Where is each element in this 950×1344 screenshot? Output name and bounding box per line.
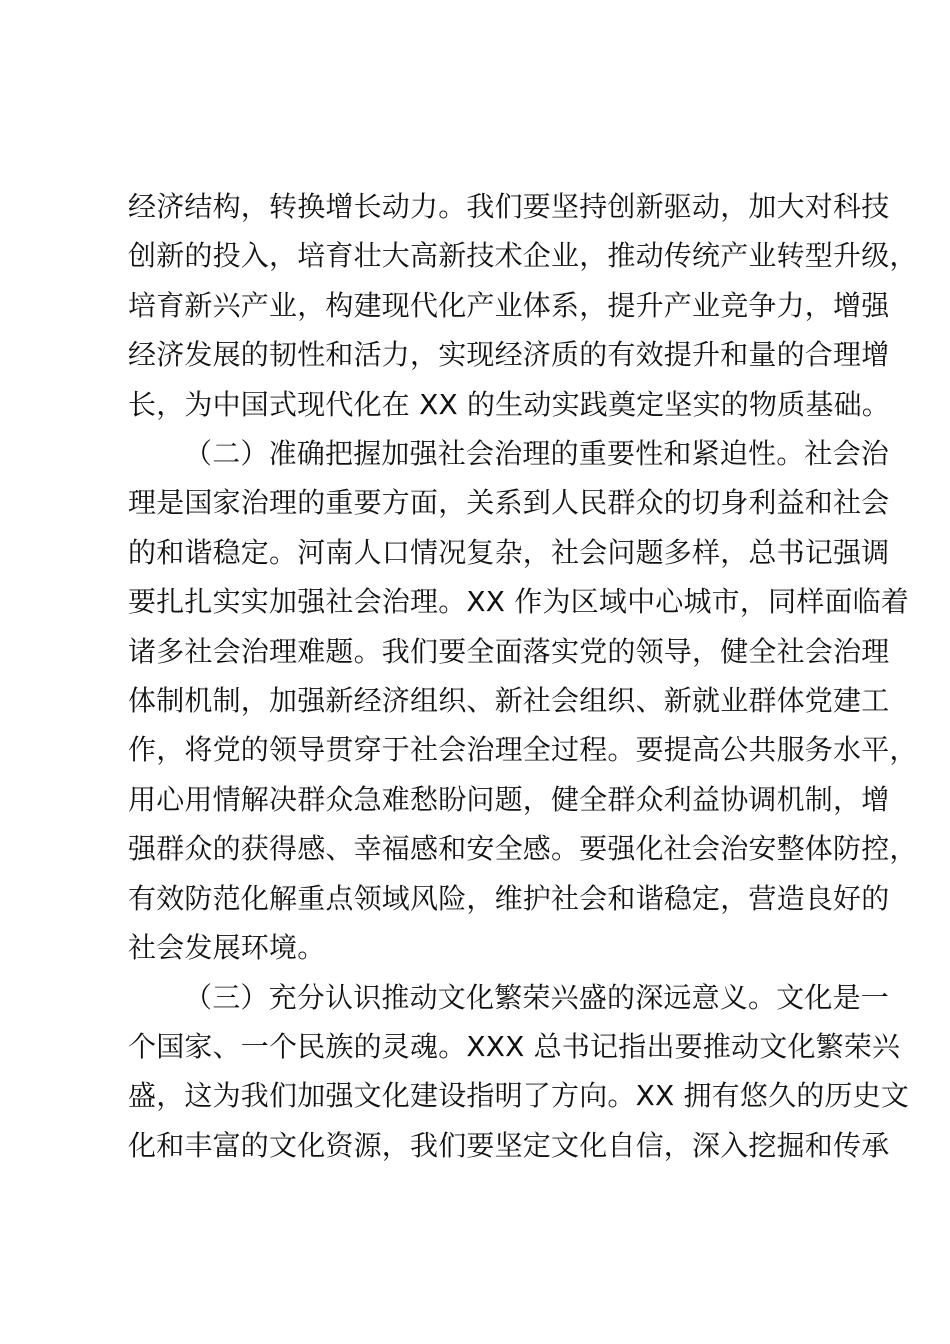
text-line: 的和谐稳定。河南人口情况复杂，社会问题多样，总书记强调 bbox=[128, 535, 890, 569]
text-line: 盛，这为我们加强文化建设指明了方向。XX 拥有悠久的历史文 bbox=[128, 1079, 910, 1113]
text-line: 培育新兴产业，构建现代化产业体系，提升产业竞争力，增强 bbox=[128, 288, 890, 322]
section-heading-line: （三）充分认识推动文化繁荣兴盛的深远意义。文化是一 bbox=[184, 980, 890, 1014]
text-line: 个国家、一个民族的灵魂。XXX 总书记指出要推动文化繁荣兴 bbox=[128, 1029, 901, 1063]
text-line: 诸多社会治理难题。我们要全面落实党的领导，健全社会治理 bbox=[128, 634, 890, 668]
text-line: 用心用情解决群众急难愁盼问题，健全群众利益协调机制，增 bbox=[128, 782, 890, 816]
paragraph-economy bbox=[128, 182, 918, 429]
document-body bbox=[128, 182, 918, 1170]
text-line: 强群众的获得感、幸福感和安全感。要强化社会治安整体防控， bbox=[128, 832, 918, 866]
text-line: 创新的投入，培育壮大高新技术企业，推动传统产业转型升级， bbox=[128, 239, 918, 273]
text-line: 经济发展的韧性和活力，实现经济质的有效提升和量的合理增 bbox=[128, 338, 890, 372]
paragraph-social-governance bbox=[128, 429, 918, 972]
text-line: 要扎扎实实加强社会治理。XX 作为区域中心城市，同样面临着 bbox=[128, 585, 910, 619]
text-line: 长，为中国式现代化在 XX 的生动实践奠定坚实的物质基础。 bbox=[128, 387, 890, 421]
text-line: 社会发展环境。 bbox=[128, 931, 326, 965]
text-line: 理是国家治理的重要方面，关系到人民群众的切身利益和社会 bbox=[128, 486, 890, 520]
text-line: 经济结构，转换增长动力。我们要坚持创新驱动，加大对科技 bbox=[128, 190, 890, 223]
text-line: 体制机制，加强新经济组织、新社会组织、新就业群体党建工 bbox=[128, 684, 890, 718]
section-heading-line: （二）准确把握加强社会治理的重要性和紧迫性。社会治 bbox=[184, 437, 890, 471]
text-line: 化和丰富的文化资源，我们要坚定文化自信，深入挖掘和传承 bbox=[128, 1128, 890, 1162]
text-line: 有效防范化解重点领域风险，维护社会和谐稳定，营造良好的 bbox=[128, 881, 890, 915]
text-line: 作，将党的领导贯穿于社会治理全过程。要提高公共服务水平， bbox=[128, 733, 918, 767]
paragraph-culture bbox=[128, 973, 910, 1171]
